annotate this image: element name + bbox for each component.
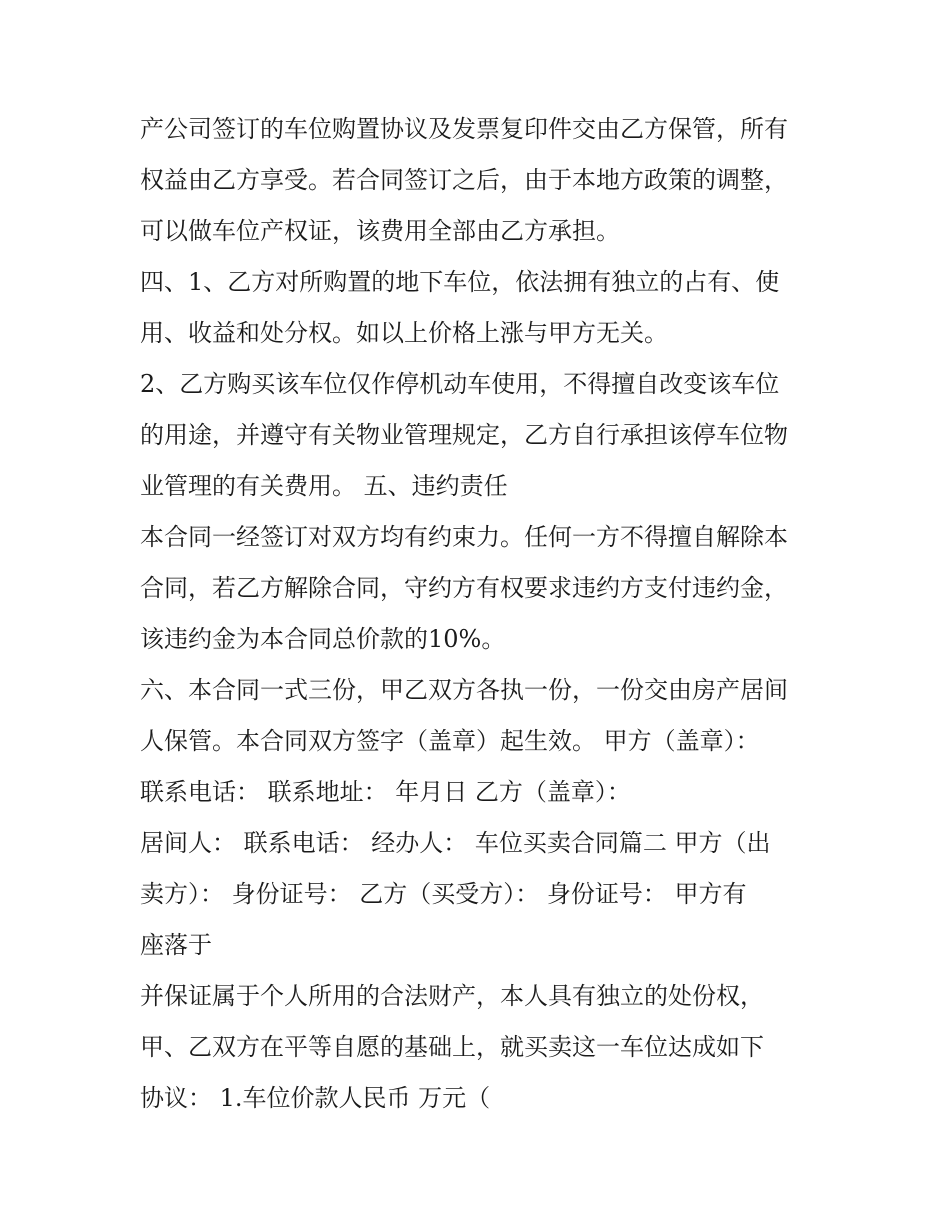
text-line: 2、乙方购买该车位仅作停机动车使用，不得擅自改变该车位 (140, 370, 780, 398)
text-line: 合同，若乙方解除合同，守约方有权要求违约方支付违约金， (140, 574, 788, 602)
text-line: 产公司签订的车位购置协议及发票复印件交由乙方保管，所有 (140, 115, 788, 143)
text-line: 人保管。本合同双方签字（盖章）起生效。 甲方（盖章）： (140, 727, 760, 755)
text-line: 居间人： 联系电话： 经办人： 车位买卖合同篇二 甲方（出 (140, 829, 771, 857)
text-line: 业管理的有关费用。 五、违约责任 (140, 472, 508, 500)
text-line: 用、收益和处分权。如以上价格上涨与甲方无关。 (140, 319, 668, 347)
text-line: 可以做车位产权证，该费用全部由乙方承担。 (140, 217, 620, 245)
text-line: 本合同一经签订对双方均有约束力。任何一方不得擅自解除本 (140, 523, 788, 551)
text-line: 的用途，并遵守有关物业管理规定，乙方自行承担该停车位物 (140, 421, 788, 449)
text-line: 联系电话： 联系地址： 年月日 乙方（盖章）： (140, 778, 631, 806)
text-line: 并保证属于个人所用的合法财产，本人具有独立的处份权， (140, 982, 764, 1010)
text-line: 甲、乙双方在平等自愿的基础上，就买卖这一车位达成如下 (140, 1033, 764, 1061)
text-line: 该违约金为本合同总价款的10%。 (140, 625, 506, 653)
document-body (140, 104, 820, 1124)
text-line: 卖方）： 身份证号： 乙方（买受方）： 身份证号： 甲方有 (140, 880, 747, 908)
text-line: 权益由乙方享受。若合同签订之后，由于本地方政策的调整， (140, 166, 788, 194)
text-line: 协议： 1.车位价款人民币 万元（ (140, 1084, 491, 1112)
text-line: 六、本合同一式三份，甲乙双方各执一份，一份交由房产居间 (140, 676, 788, 704)
text-line: 座落于 (140, 931, 212, 959)
text-line: 四、1、乙方对所购置的地下车位，依法拥有独立的占有、使 (140, 268, 780, 296)
